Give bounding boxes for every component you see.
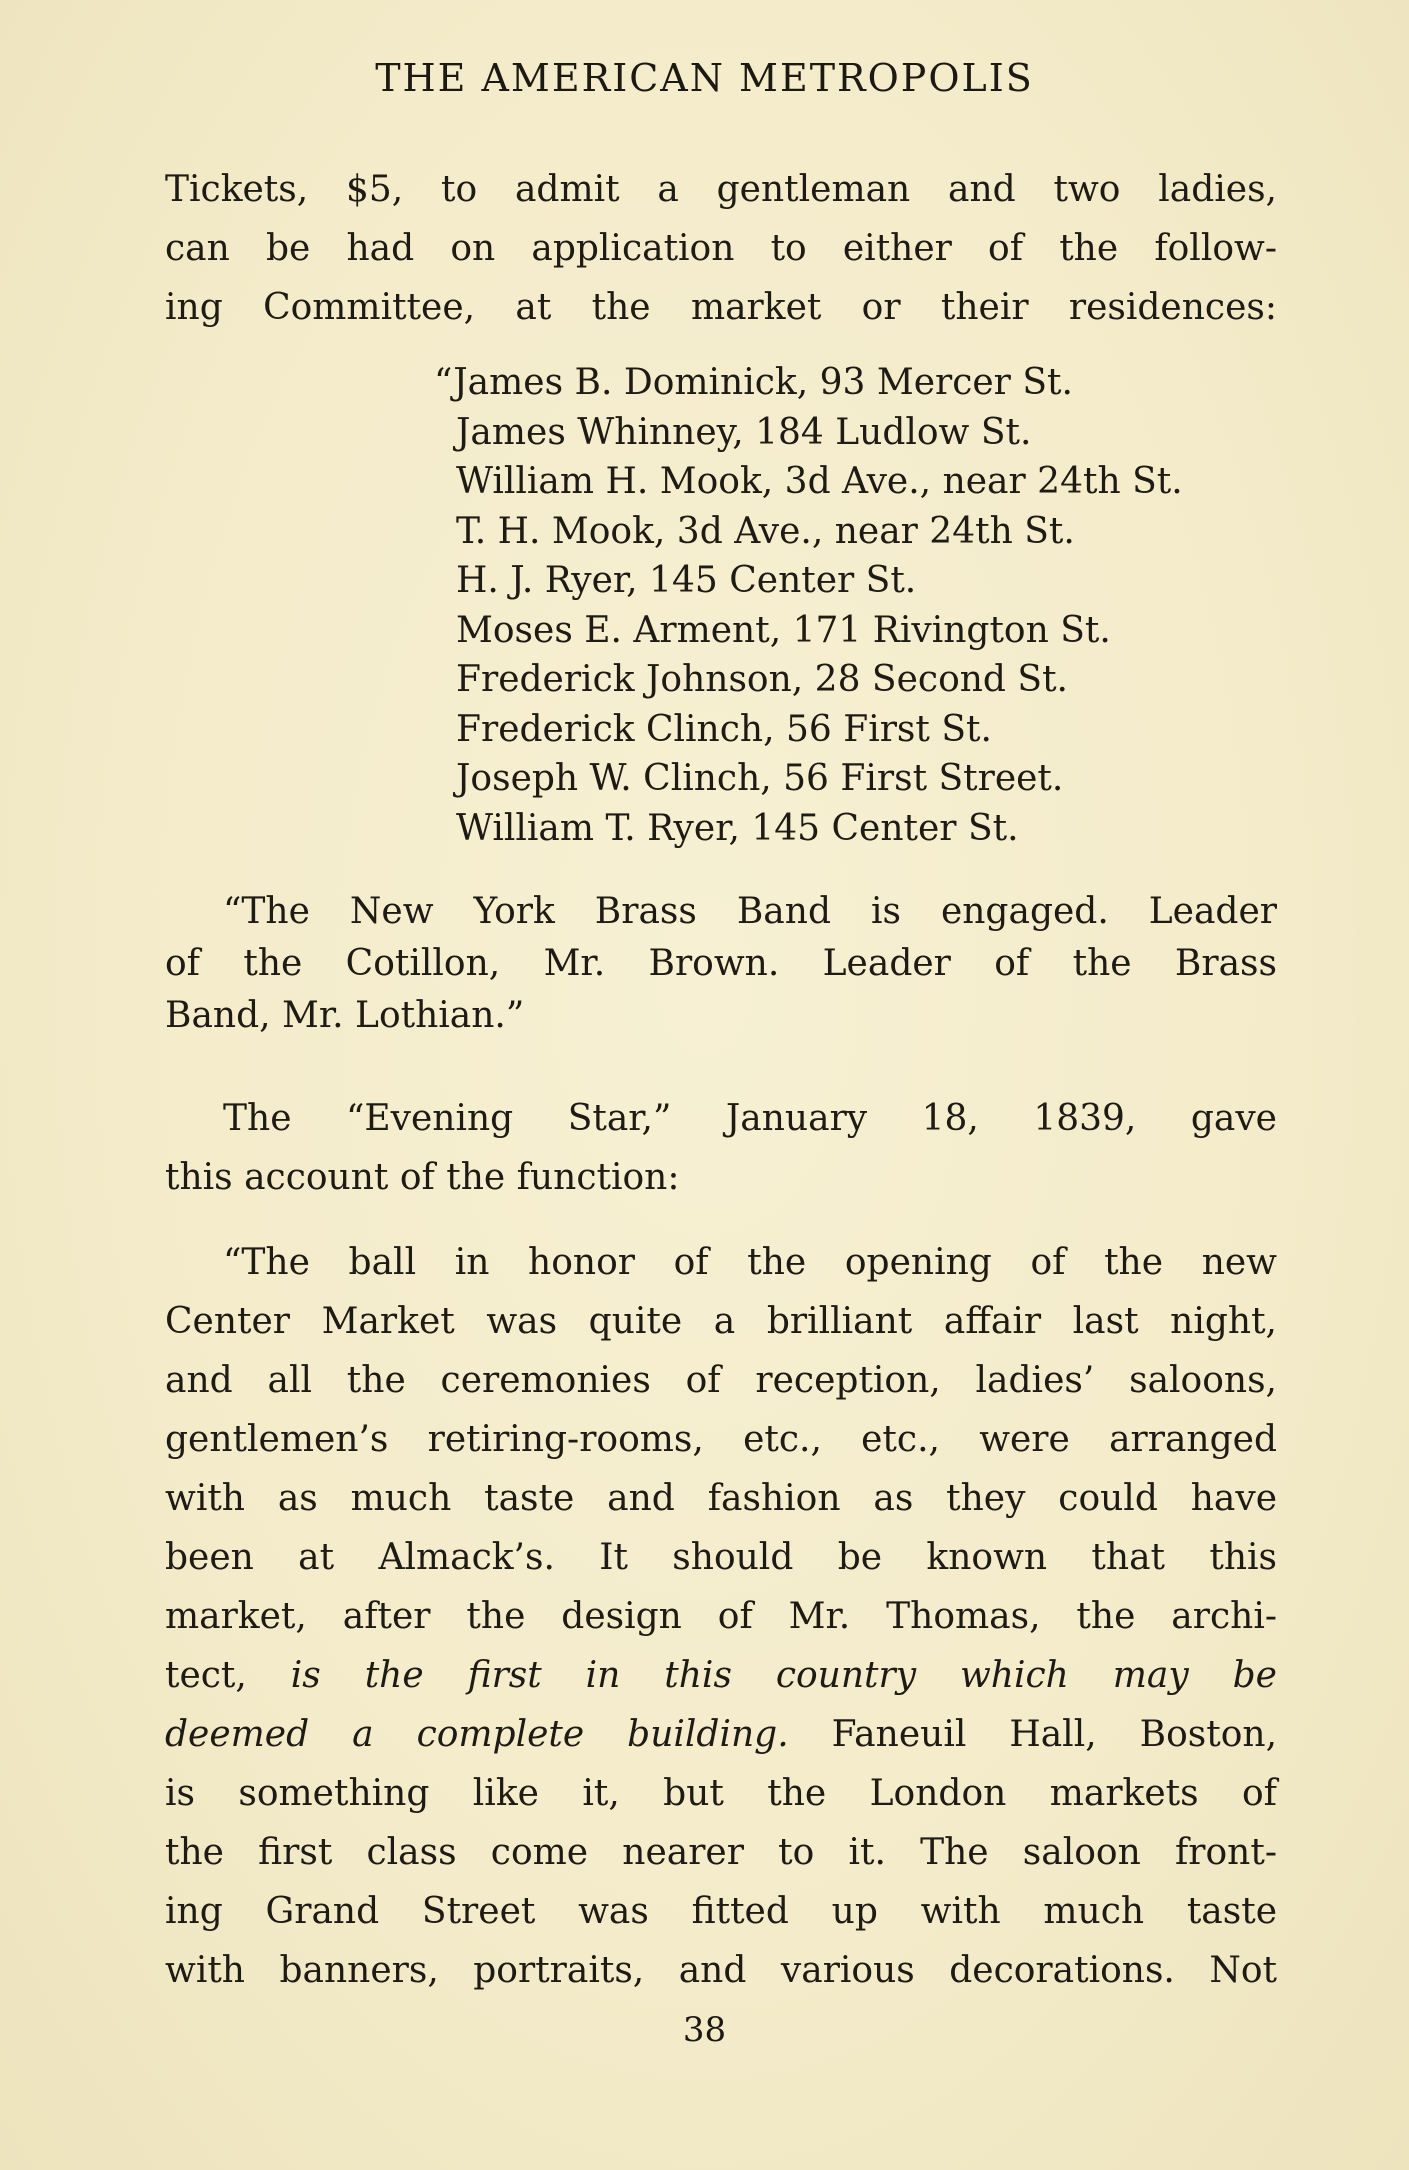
text-line: this account of the function: [165,1157,680,1198]
text-line: the first class come nearer to it. The saloon front- [165,1832,1277,1873]
evening-star-paragraph [165,1089,1277,1207]
committee-member: Joseph W. Clinch, 56 First Street. [456,758,1064,799]
committee-member: “James B. Dominick, 93 Mercer St. [434,362,1073,403]
committee-member: William H. Mook, 3d Ave., near 24th St. [456,461,1183,502]
ball-paragraph [165,1233,1277,2000]
band-paragraph [165,886,1277,1042]
text-line: is something like it, but the London markets of [165,1773,1277,1814]
text-line: been at Almack’s. It should be known that this [165,1537,1277,1578]
committee-member: William T. Ryer, 145 Center St. [456,807,1019,849]
text-line: with as much taste and fashion as they could have [165,1478,1277,1519]
text-line: market, after the design of Mr. Thomas, the archi- [165,1596,1277,1637]
text-line: ing Grand Street was fitted up with much taste [165,1891,1277,1932]
line-end-text: Faneuil Hall, Boston, [788,1714,1278,1755]
text-line: Center Market was quite a brilliant affair last night, [165,1301,1277,1342]
running-title: THE AMERICAN METROPOLIS [375,56,1034,100]
text-line [165,1646,1277,1705]
text-line: and all the ceremonies of reception, ladies’ saloons, [165,1360,1277,1401]
text-line: with banners, portraits, and various decorations. Not [165,1950,1277,1991]
text-line: Band, Mr. Lothian.” [165,995,525,1036]
line-start-text: tect, [165,1655,291,1696]
page-number: 38 [682,2010,727,2050]
committee-member: James Whinney, 184 Ludlow St. [456,411,1032,453]
committee-member: Frederick Johnson, 28 Second St. [456,659,1068,700]
tickets-paragraph [165,160,1277,337]
text-line: “The New York Brass Band is engaged. Leader [223,891,1277,932]
italic-emphasis: is the first in this country which may be [290,1655,1277,1696]
text-line: Tickets, $5, to admit a gentleman and two ladies, [165,169,1277,210]
committee-member: Frederick Clinch, 56 First St. [456,708,992,750]
text-line: gentlemen’s retiring-rooms, etc., etc., were arranged [165,1419,1277,1460]
text-line: ing Committee, at the market or their residences: [165,287,1277,328]
text-line [165,1705,1277,1764]
italic-emphasis: deemed a complete building. [165,1714,789,1755]
committee-member: H. J. Ryer, 145 Center St. [456,560,917,601]
committee-member: T. H. Mook, 3d Ave., near 24th St. [456,510,1075,552]
committee-member: Moses E. Arment, 171 Rivington St. [456,609,1111,651]
text-line: “The ball in honor of the opening of the new [223,1242,1277,1283]
text-line: of the Cotillon, Mr. Brown. Leader of the Brass [165,943,1277,984]
committee-list [434,358,1276,853]
text-line: can be had on application to either of the follow- [165,228,1277,269]
text-line: The “Evening Star,” January 18, 1839, gave [223,1098,1277,1139]
